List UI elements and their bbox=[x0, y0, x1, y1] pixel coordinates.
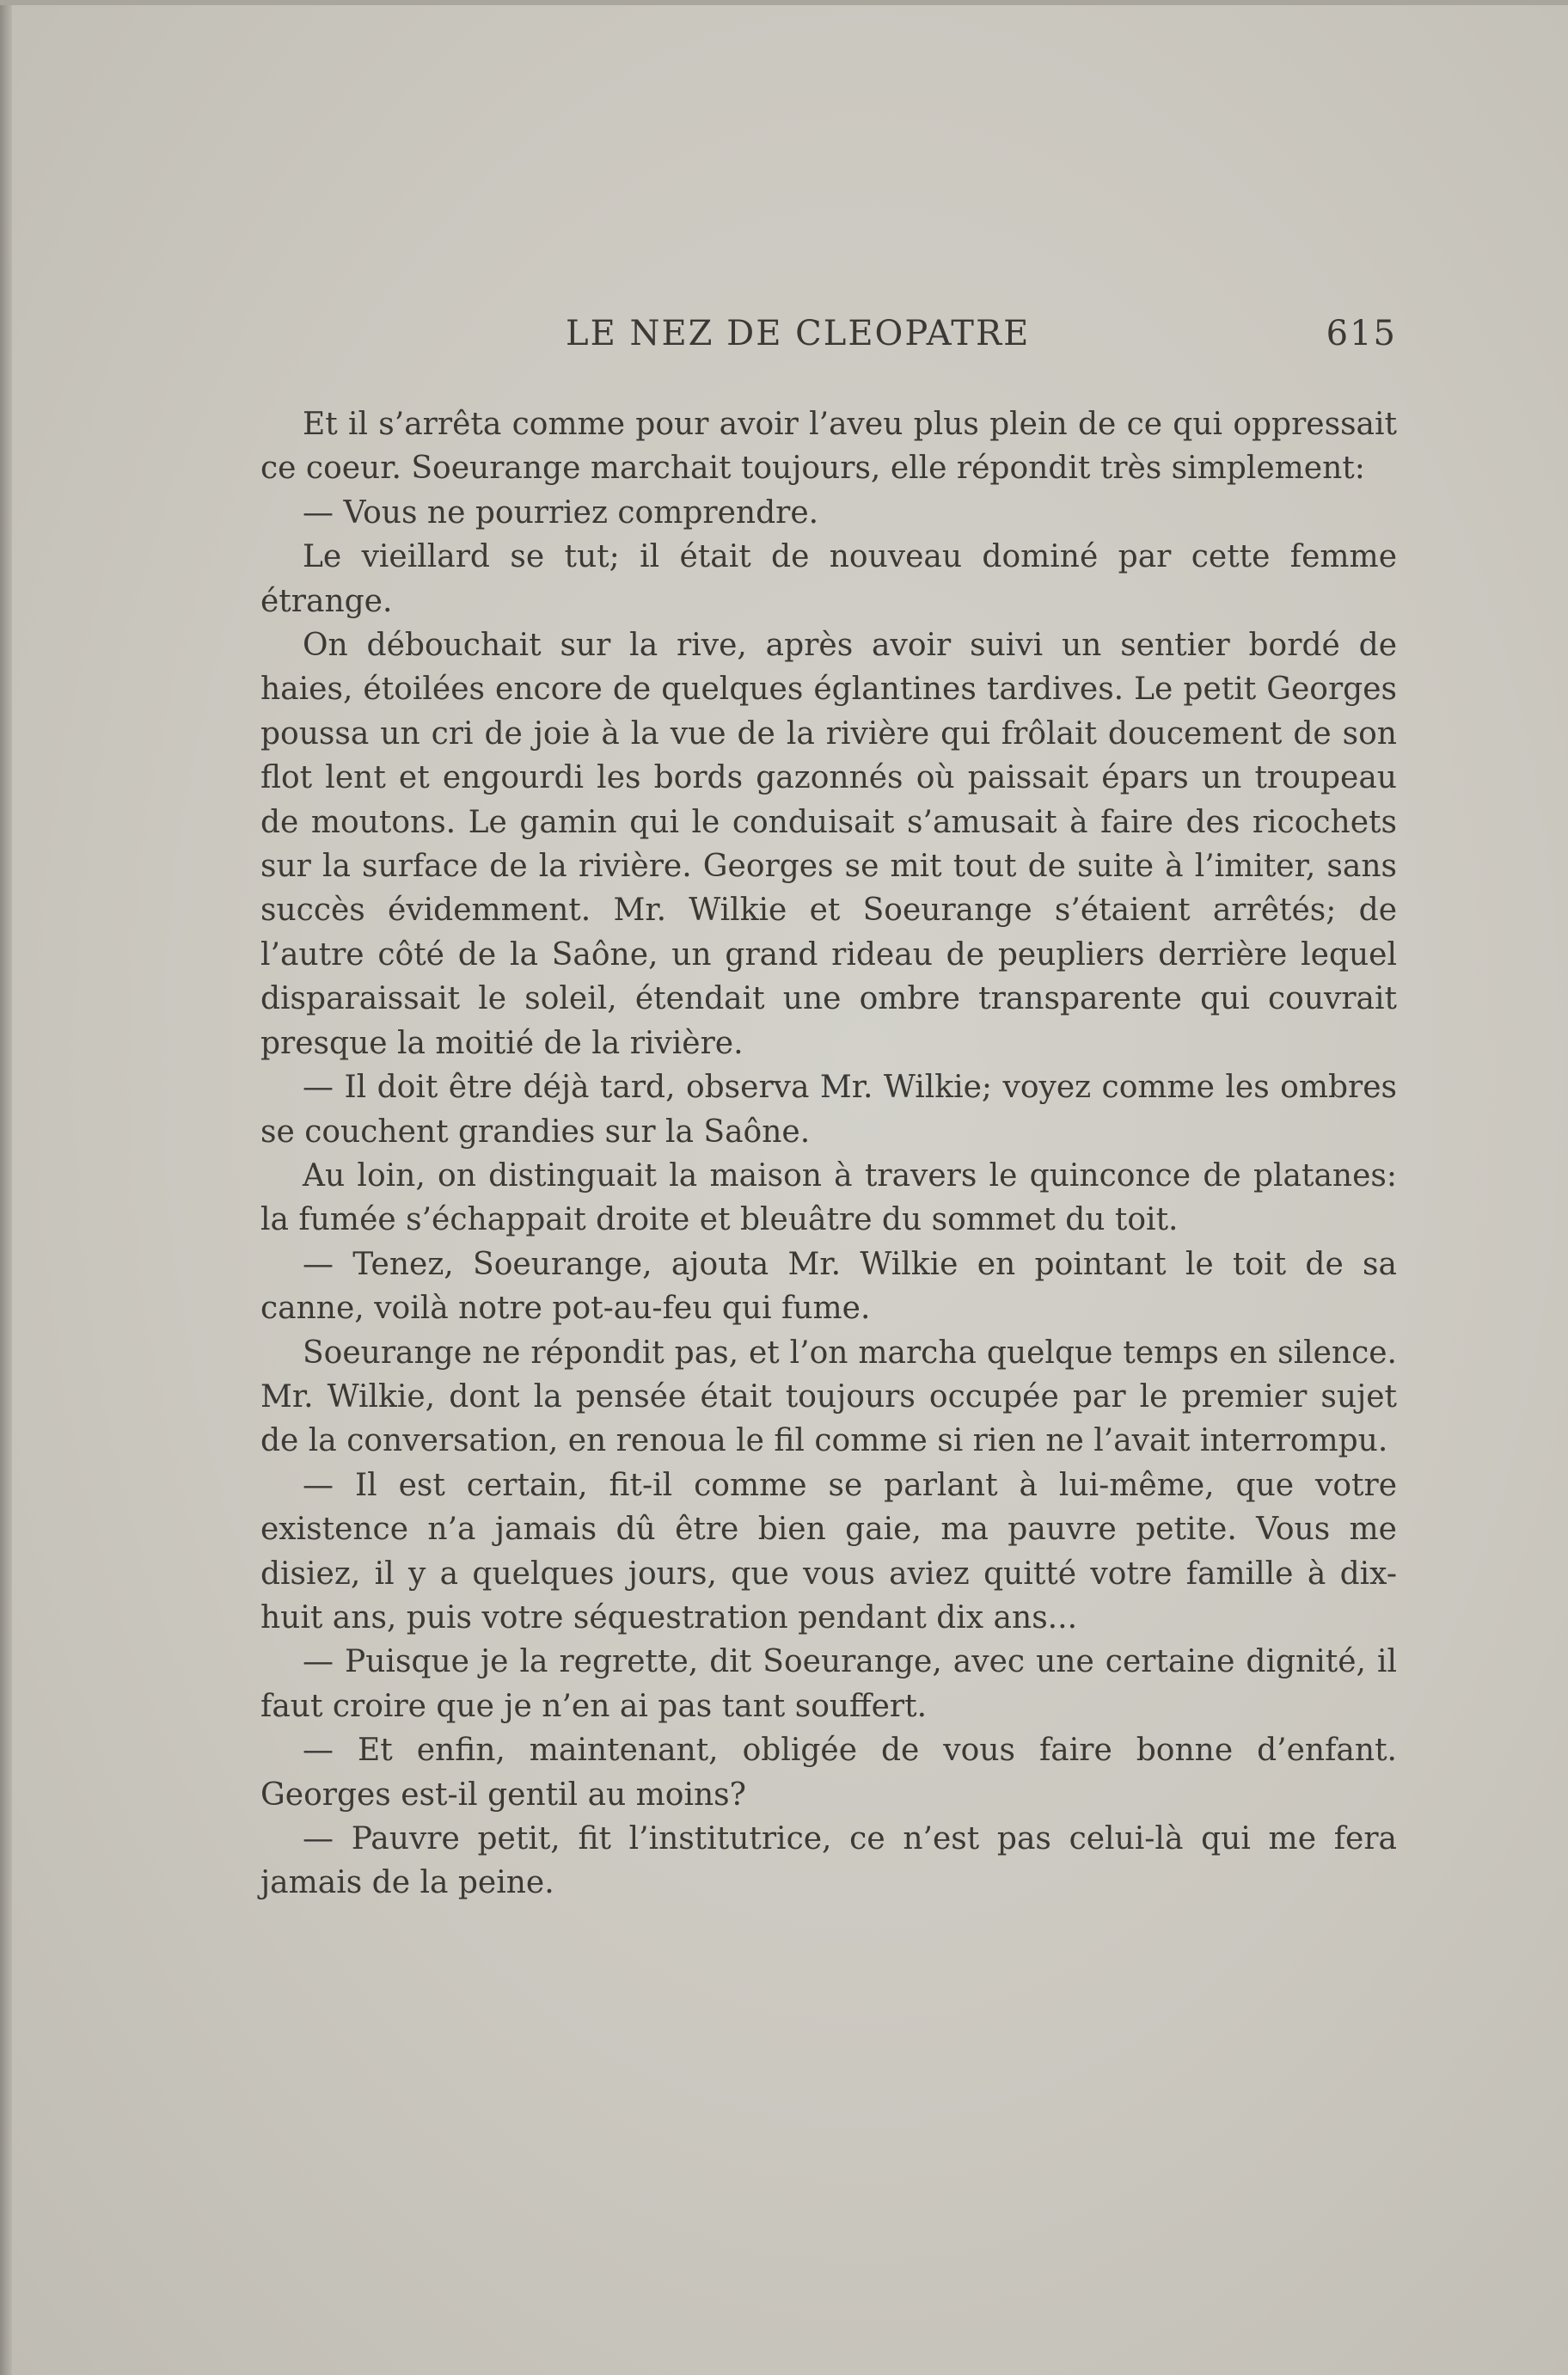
running-head bbox=[260, 310, 1397, 358]
paragraph: — Tenez, Soeurange, ajouta Mr. Wilkie en pointant le toit de sa canne, voilà notre pot-au-feu qui fume. bbox=[260, 1246, 1397, 1327]
paragraph: — Il est certain, fit-il comme se parlant à lui-même, que votre existence n’a jamais dû être bien gaie, ma pauvre petite. Vous me disiez, il y a quelques jours, que vous aviez quitté votre famille à dix-huit ans, puis votre séquestration pendant dix ans... bbox=[260, 1467, 1397, 1635]
page-number: 615 bbox=[1326, 314, 1397, 353]
paragraph: — Pauvre petit, fit l’institutrice, ce n’est pas celui-là qui me fera jamais de la peine. bbox=[260, 1821, 1397, 1901]
paragraph: — Il doit être déjà tard, observa Mr. Wilkie; voyez comme les ombres se couchent grandies sur la Saône. bbox=[260, 1070, 1397, 1150]
paragraph: On débouchait sur la rive, après avoir suivi un sentier bordé de haies, étoilées encore de quelques églantines tardives. Le petit Georges poussa un cri de joie à la vue de la rivière qui frôlait doucement de son flot lent et engourdi les bords gazonnés où paissait épars un troupeau de moutons. Le gamin qui le conduisait s’amusait à faire des ricochets sur la surface de la rivière. Georges se mit tout de suite à l’imiter, sans succès évidemment. Mr. Wilkie et Soeurange s’étaient arrêtés; de l’autre côté de la Saône, un grand rideau de peupliers derrière lequel disparaissait le soleil, étendait une ombre transparente qui couvrait presque la moitié de la rivière. bbox=[260, 628, 1397, 1061]
paragraph: — Puisque je la regrette, dit Soeurange, avec une certaine dignité, il faut croire que je n’en ai pas tant souffert. bbox=[260, 1644, 1397, 1724]
book-spine-shadow bbox=[0, 0, 12, 2375]
text-block bbox=[260, 310, 1397, 1906]
paragraph: Et il s’arrêta comme pour avoir l’aveu plus plein de ce qui oppressait ce coeur. Soeurange marchait toujours, elle répondit très simplement: bbox=[260, 407, 1397, 487]
running-title: LE NEZ DE CLEOPATRE bbox=[566, 314, 1031, 353]
body-text bbox=[260, 402, 1397, 1906]
page-top-edge bbox=[0, 0, 1568, 5]
paragraph: — Et enfin, maintenant, obligée de vous faire bonne d’enfant. Georges est-il gentil au moins? bbox=[260, 1733, 1397, 1813]
paragraph: Soeurange ne répondit pas, et l’on marcha quelque temps en silence. Mr. Wilkie, dont la pensée était toujours occupée par le premier sujet de la conversation, en renoua le fil comme si rien ne l’avait interrompu. bbox=[260, 1335, 1397, 1459]
paragraph: — Vous ne pourriez comprendre. bbox=[303, 494, 819, 531]
paragraph: Au loin, on distinguait la maison à travers le quinconce de platanes: la fumée s’échappait droite et bleuâtre du sommet du toit. bbox=[260, 1157, 1397, 1238]
paragraph: Le vieillard se tut; il était de nouveau dominé par cette femme étrange. bbox=[260, 539, 1397, 619]
